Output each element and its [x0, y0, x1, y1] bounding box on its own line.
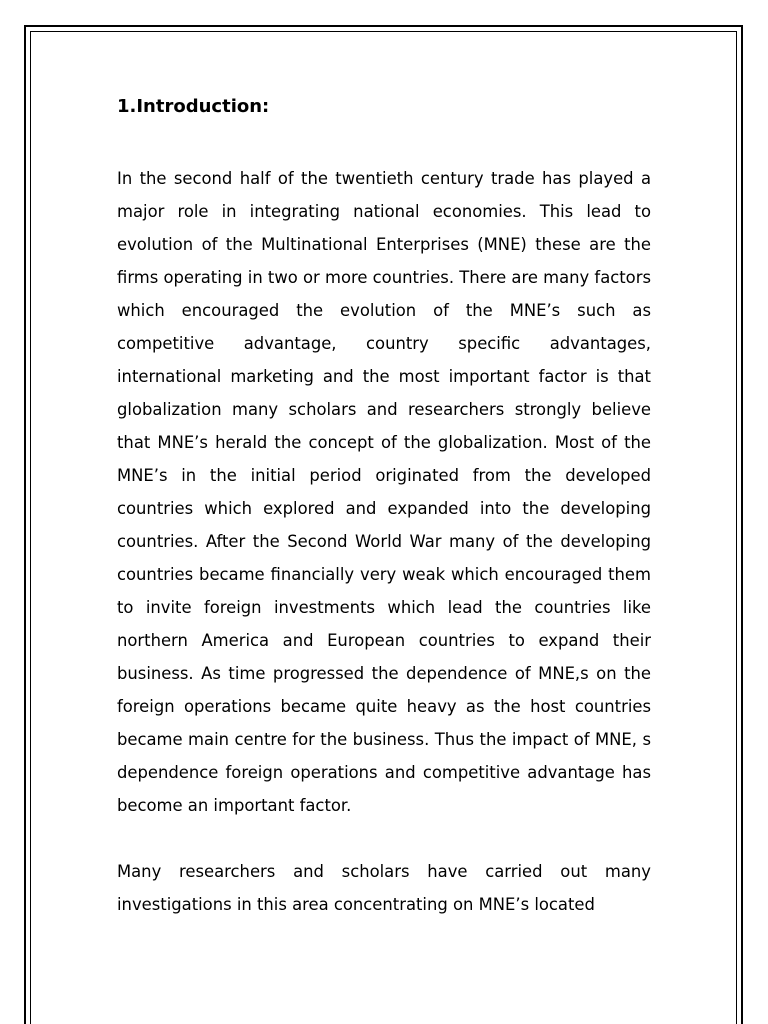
paragraph-intro: In the second half of the twentieth century trade has played a major role in integrating national economies. This lead to evolution of the Multinational Enterprises (MNE) these are the firms operating in two or more countries. There are many factors which encouraged the evolution of the MNE’s such as competitive advantage, country specific advantages, international marketing and the most important factor is that globalization many scholars and researchers strongly believe that MNE’s herald the concept of the globalization. Most of the MNE’s in the initial period originated from the developed countries which explored and expanded into the developing countries. After the Second World War many of the developing countries became financially very weak which encouraged them to invite foreign investments which lead the countries like northern America and European countries to expand their business. As time progressed the dependence of MNE,s on the foreign operations became quite heavy as the host countries became main centre for the business. Thus the impact of MNE, s dependence foreign operations and competitive advantage has become an important factor. [117, 169, 651, 815]
paragraph-researchers: Many researchers and scholars have carried out many investigations in this area concentrating on MNE’s located [117, 862, 651, 914]
document-body [117, 92, 651, 921]
section-heading: 1.Introduction: [117, 96, 270, 117]
